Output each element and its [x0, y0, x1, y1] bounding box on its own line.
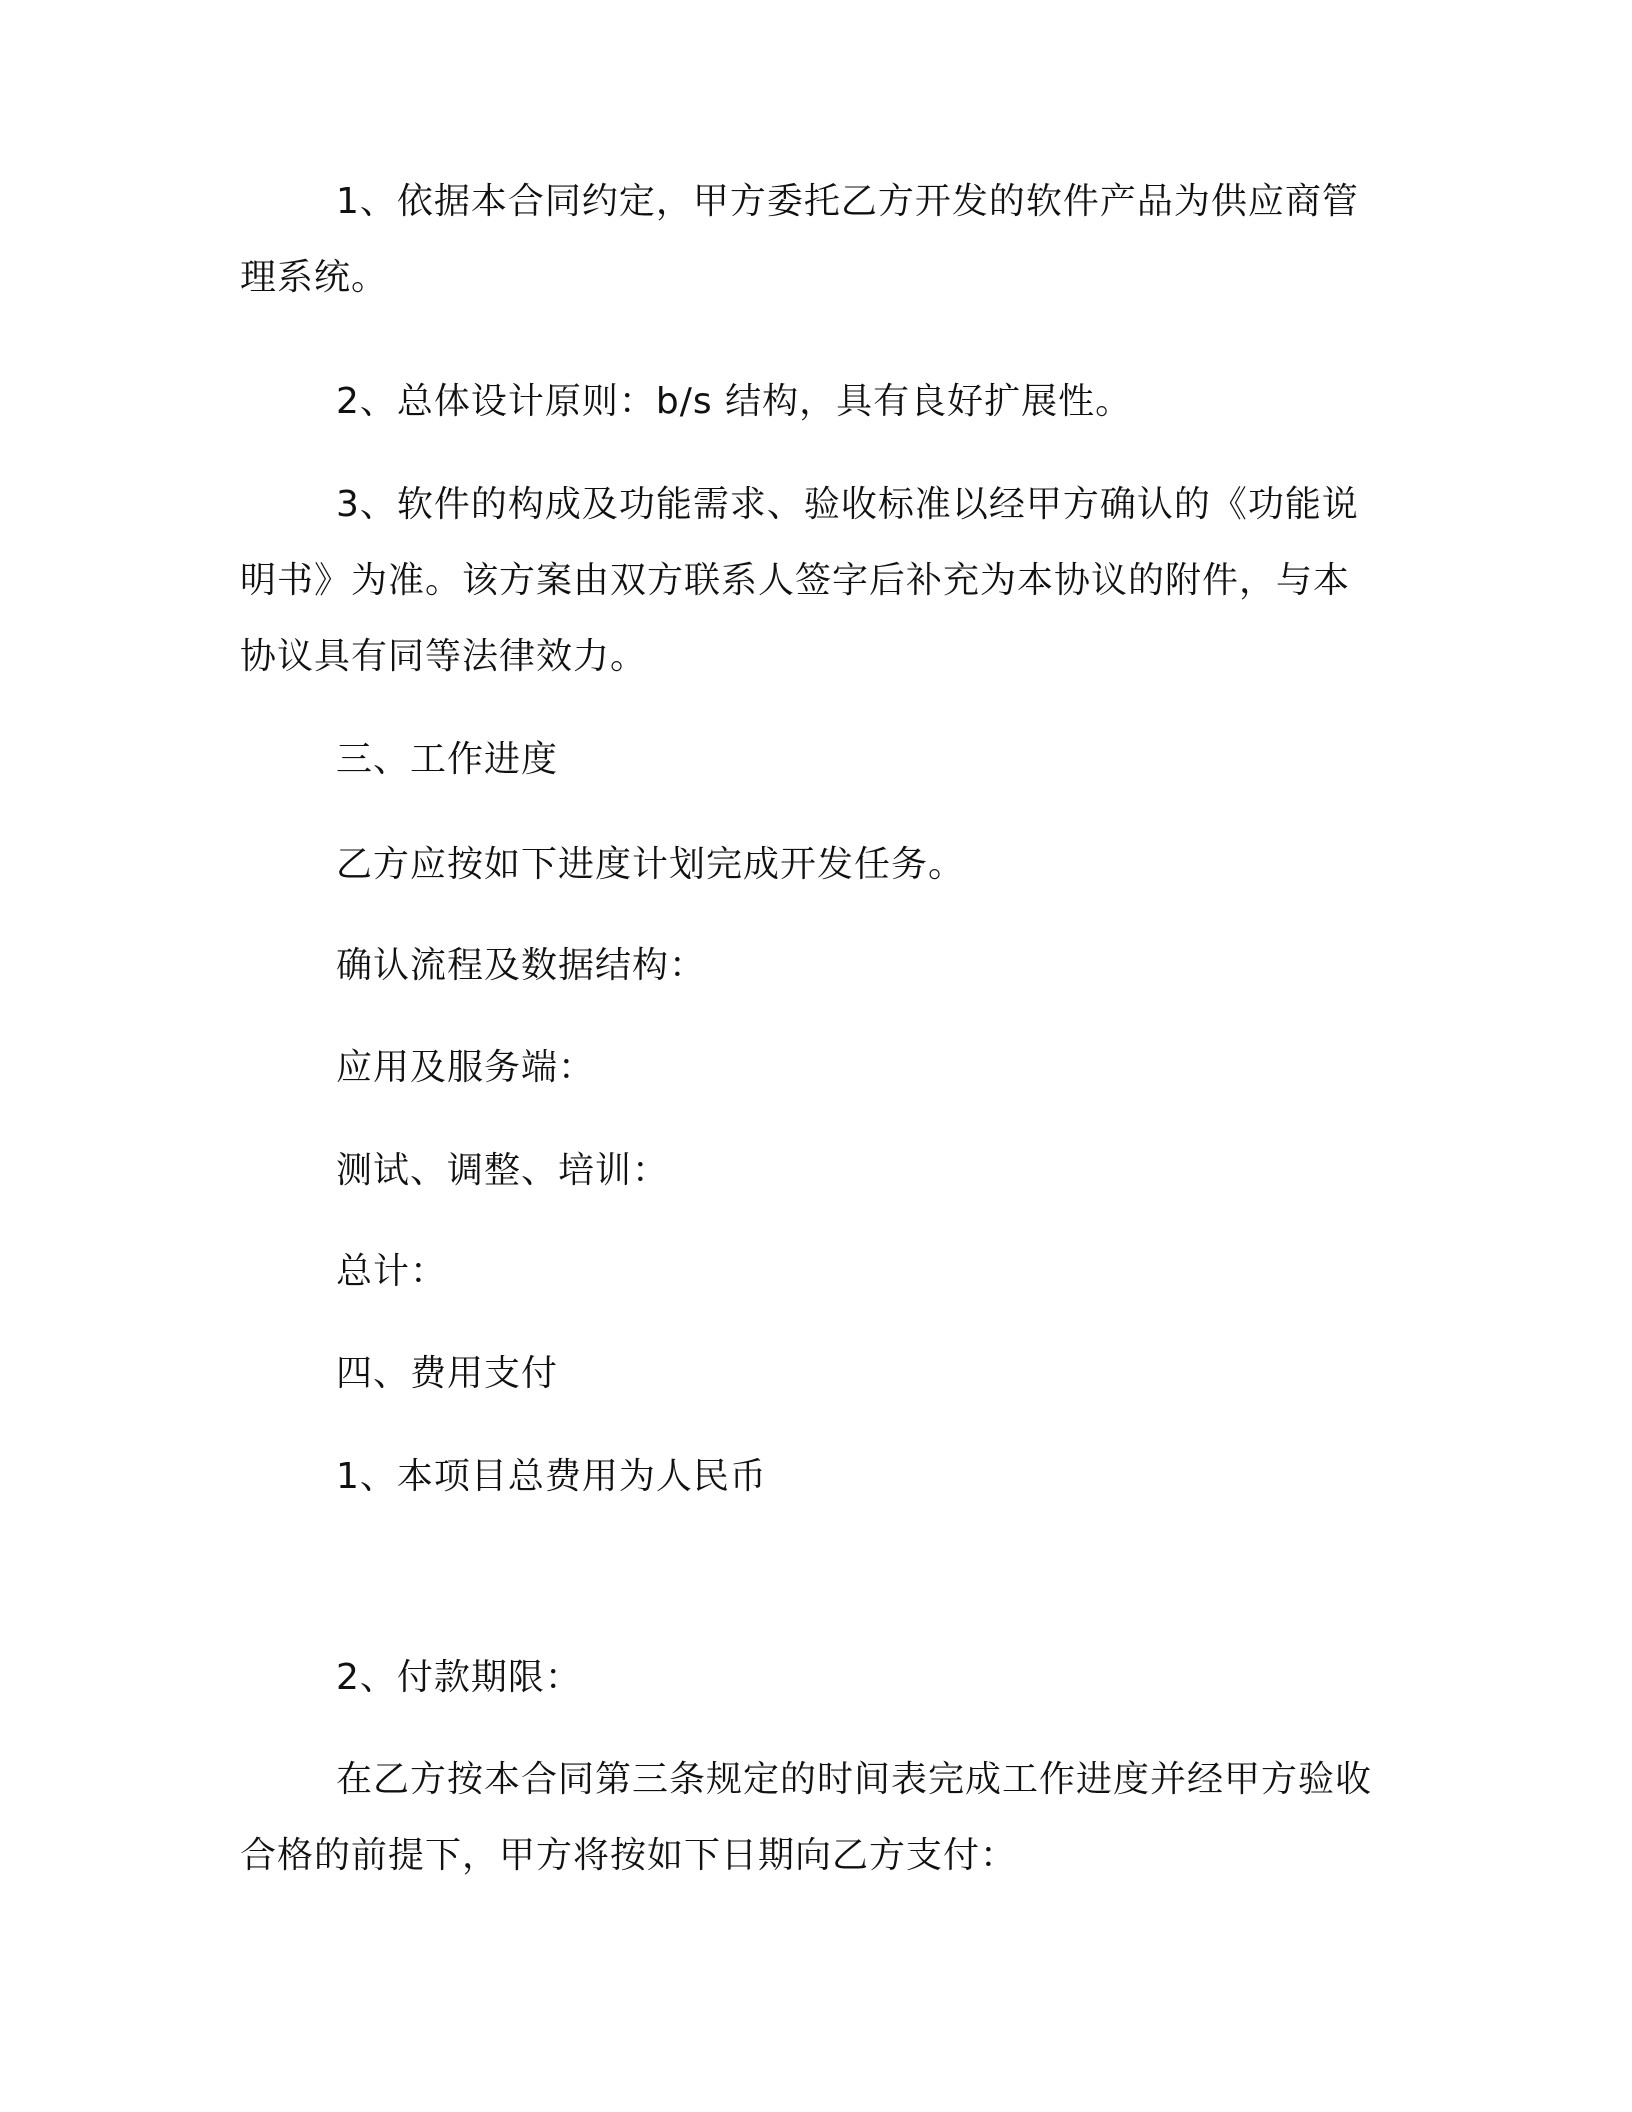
- paragraph-2: 2、总体设计原则：b/s 结构，具有良好扩展性。: [336, 381, 1133, 422]
- paragraph-1: 1、依据本合同约定，甲方委托乙方开发的软件产品为供应商管理系统。: [240, 181, 1359, 298]
- paragraph-6: 应用及服务端：: [336, 1047, 596, 1088]
- paragraph-5: 确认流程及数据结构：: [336, 945, 707, 986]
- paragraph-11: 在乙方按本合同第三条规定的时间表完成工作进度并经甲方验收合格的前提下，甲方将按如下日期向乙方支付：: [240, 1759, 1373, 1876]
- paragraph-3: 3、软件的构成及功能需求、验收标准以经甲方确认的《功能说明书》为准。该方案由双方联系人签字后补充为本协议的附件，与本协议具有同等法律效力。: [240, 484, 1359, 677]
- paragraph-10: 2、付款期限：: [336, 1657, 582, 1698]
- section-heading-4: 四、费用支付: [336, 1353, 559, 1394]
- paragraph-7: 测试、调整、培训：: [336, 1150, 670, 1191]
- section-heading-3: 三、工作进度: [336, 739, 559, 780]
- paragraph-8: 总计：: [336, 1251, 448, 1292]
- paragraph-9: 1、本项目总费用为人民币: [336, 1456, 767, 1497]
- paragraph-4: 乙方应按如下进度计划完成开发任务。: [336, 844, 966, 885]
